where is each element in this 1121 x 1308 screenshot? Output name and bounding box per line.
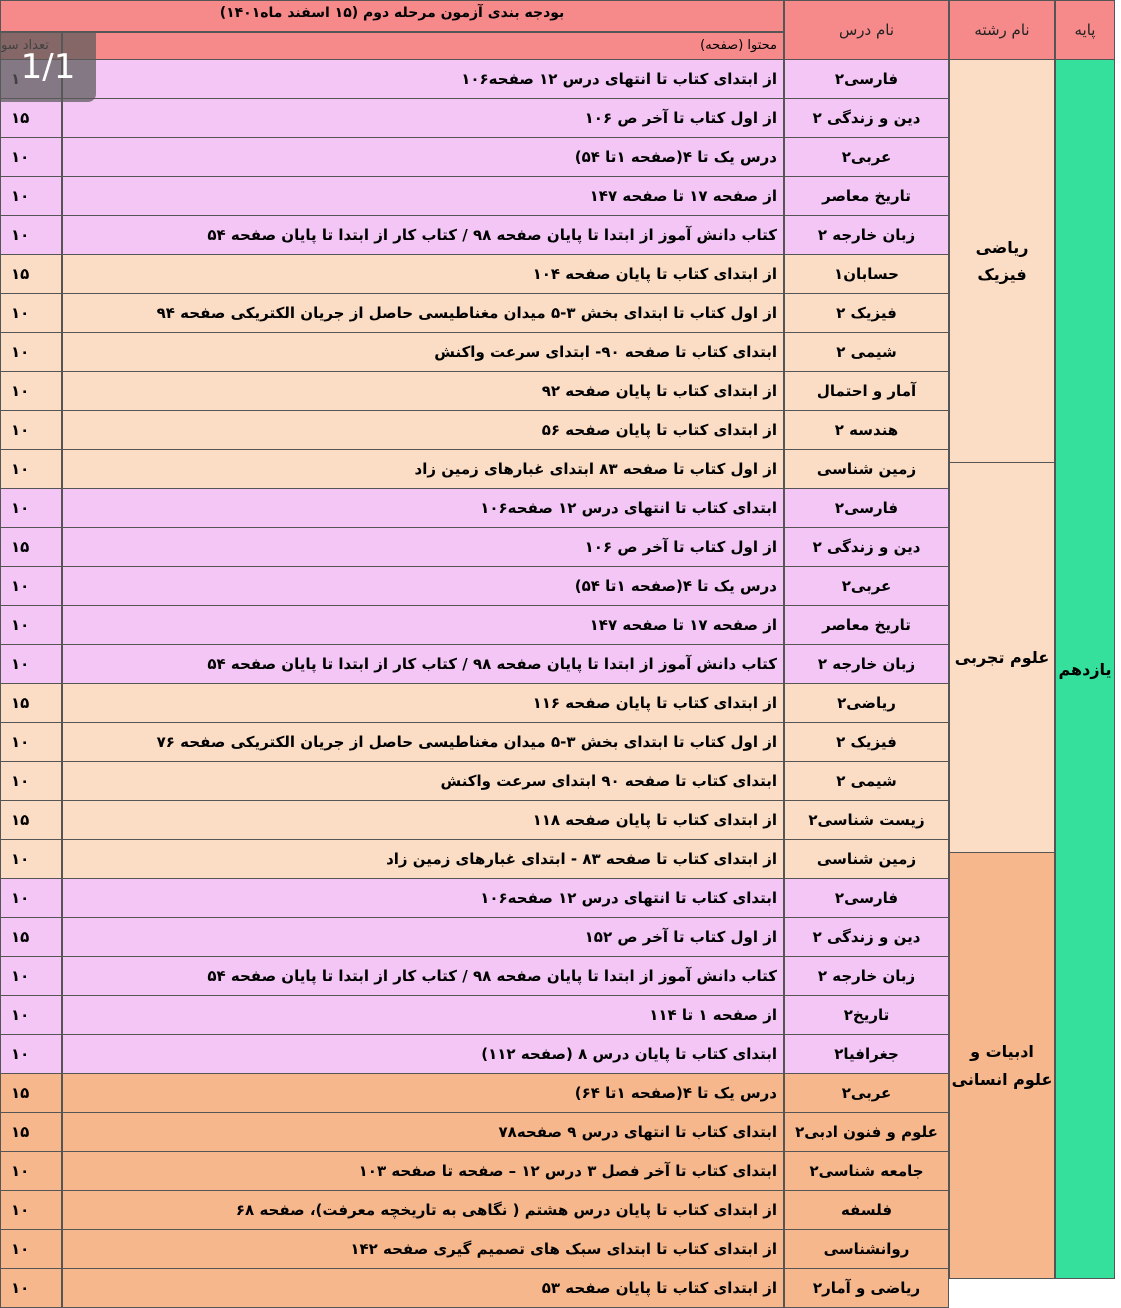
- table-row: [0, 216, 949, 255]
- grade-column-header: پایه: [1055, 0, 1115, 60]
- question-count: ۱۵: [0, 684, 62, 723]
- subject-name: زمین شناسی: [784, 840, 949, 879]
- subject-name: تاریخ معاصر: [784, 606, 949, 645]
- table-row: [0, 177, 949, 216]
- content-range: از اول کتاب تا ابتدای بخش ۳-۵ میدان مغناطیسی حاصل از جریان الکتریکی صفحه ۷۶: [62, 723, 784, 762]
- table-row: [0, 138, 949, 177]
- question-count: ۱۰: [0, 450, 62, 489]
- content-range: درس یک تا ۴(صفحه ۱تا ۶۴): [62, 1074, 784, 1113]
- table-row: [0, 645, 949, 684]
- field-cell-experimental-sciences: [949, 463, 1055, 853]
- question-count: ۱۰: [0, 645, 62, 684]
- subject-name: روانشناسی: [784, 1230, 949, 1269]
- question-count: ۱۰: [0, 1269, 62, 1308]
- content-range: از ابتدای کتاب تا انتهای درس ۱۲ صفحه۱۰۶: [62, 60, 784, 99]
- subject-name: زبان خارجه ۲: [784, 645, 949, 684]
- question-count: ۱۰: [0, 294, 62, 333]
- subject-name: دین و زندگی ۲: [784, 99, 949, 138]
- content-range: از اول کتاب تا آخر ص ۱۰۶: [62, 99, 784, 138]
- question-count: ۱۰: [0, 996, 62, 1035]
- subject-name: تاریخ۲: [784, 996, 949, 1035]
- question-count: ۱۰: [0, 333, 62, 372]
- question-count: ۱۵: [0, 801, 62, 840]
- content-range: از ابتدای کتاب تا پایان صفحه ۱۱۸: [62, 801, 784, 840]
- question-count: ۱۰: [0, 606, 62, 645]
- content-range: از ابتدای کتاب تا پایان صفحه ۹۲: [62, 372, 784, 411]
- content-range: از ابتدای کتاب تا پایان صفحه ۵۳: [62, 1269, 784, 1308]
- subject-name: شیمی ۲: [784, 762, 949, 801]
- subject-name: فارسی۲: [784, 60, 949, 99]
- table-row: [0, 918, 949, 957]
- table-row: [0, 1152, 949, 1191]
- question-count: ۱۵: [0, 99, 62, 138]
- content-range: از صفحه ۱۷ تا صفحه ۱۴۷: [62, 606, 784, 645]
- content-range: از صفحه ۱۷ تا صفحه ۱۴۷: [62, 177, 784, 216]
- subject-name: عربی۲: [784, 567, 949, 606]
- question-count: ۱۰: [0, 411, 62, 450]
- subject-name: دین و زندگی ۲: [784, 528, 949, 567]
- table-row: [0, 1074, 949, 1113]
- table-row: [0, 60, 949, 99]
- subject-name: ریاضی۲: [784, 684, 949, 723]
- content-range: از اول کتاب تا آخر ص ۱۰۶: [62, 528, 784, 567]
- subject-name: زبان خارجه ۲: [784, 957, 949, 996]
- field-cell-humanities: [949, 853, 1055, 1279]
- question-count: ۱۰: [0, 840, 62, 879]
- subject-name: حسابان۱: [784, 255, 949, 294]
- content-range: ابتدای کتاب تا انتهای درس ۹ صفحه۷۸: [62, 1113, 784, 1152]
- question-count: ۱۰: [0, 723, 62, 762]
- subject-name: ریاضی و آمار۲: [784, 1269, 949, 1308]
- right-margin: [1115, 0, 1121, 1279]
- table-row: [0, 1035, 949, 1074]
- table-row: [0, 528, 949, 567]
- table-row: [0, 840, 949, 879]
- content-range: از صفحه ۱ تا ۱۱۴: [62, 996, 784, 1035]
- question-count: ۱۵: [0, 1074, 62, 1113]
- question-count: ۱۰: [0, 138, 62, 177]
- question-count: ۱۰: [0, 177, 62, 216]
- table-row: [0, 99, 949, 138]
- subject-name: زیست شناسی۲: [784, 801, 949, 840]
- subject-name: هندسه ۲: [784, 411, 949, 450]
- subject-name: جغرافیا۲: [784, 1035, 949, 1074]
- table-title: بودجه بندی آزمون مرحله دوم (۱۵ اسفند ماه۱۴۰۱): [0, 0, 784, 32]
- content-range: ابتدای کتاب تا صفحه ۹۰- ابتدای سرعت واکنش: [62, 333, 784, 372]
- subject-name: زبان خارجه ۲: [784, 216, 949, 255]
- field-cell-math-physics: [949, 60, 1055, 463]
- question-count: ۱۰: [0, 372, 62, 411]
- content-range: از ابتدای کتاب تا پایان درس هشتم ( نگاهی به تاریخچه معرفت)، صفحه ۶۸: [62, 1191, 784, 1230]
- table-row: [0, 489, 949, 528]
- subject-column-header: نام درس: [784, 0, 949, 60]
- subject-name: تاریخ معاصر: [784, 177, 949, 216]
- question-count: ۱۰: [0, 1230, 62, 1269]
- content-column-header: محتوا (صفحه): [62, 32, 784, 60]
- table-row: [0, 1113, 949, 1152]
- table-row: [0, 1191, 949, 1230]
- table-row: [0, 372, 949, 411]
- field-label: ادبیات و علوم انسانی: [951, 1042, 1053, 1089]
- table-row: [0, 333, 949, 372]
- subject-name: زمین شناسی: [784, 450, 949, 489]
- table-row: [0, 606, 949, 645]
- table-row: [0, 1269, 949, 1308]
- table-row: [0, 294, 949, 333]
- question-count: ۱۰: [0, 762, 62, 801]
- content-range: کتاب دانش آموز از ابتدا تا پایان صفحه ۹۸ / کتاب کار از ابتدا تا پایان صفحه ۵۴: [62, 216, 784, 255]
- table-row: [0, 762, 949, 801]
- question-count: ۱۰: [0, 216, 62, 255]
- question-count: ۱۵: [0, 255, 62, 294]
- content-range: کتاب دانش آموز از ابتدا تا پایان صفحه ۹۸ / کتاب کار از ابتدا تا پایان صفحه ۵۴: [62, 957, 784, 996]
- question-count: ۱۰: [0, 879, 62, 918]
- question-count: ۱۵: [0, 918, 62, 957]
- table-row: [0, 996, 949, 1035]
- question-count: ۱۰: [0, 567, 62, 606]
- question-count: ۱۰: [0, 957, 62, 996]
- content-range: از ابتدای کتاب تا ابتدای سبک های تصمیم گیری صفحه ۱۴۲: [62, 1230, 784, 1269]
- content-range: کتاب دانش آموز از ابتدا تا پایان صفحه ۹۸ / کتاب کار از ابتدا تا پایان صفحه ۵۴: [62, 645, 784, 684]
- content-range: ابتدای کتاب تا انتهای درس ۱۲ صفحه۱۰۶: [62, 489, 784, 528]
- question-count: ۱۵: [0, 528, 62, 567]
- content-range: درس یک تا ۴(صفحه ۱تا ۵۴): [62, 567, 784, 606]
- subject-name: فیزیک ۲: [784, 723, 949, 762]
- question-count: ۱۰: [0, 1035, 62, 1074]
- content-range: ابتدای کتاب تا پایان درس ۸ (صفحه ۱۱۲): [62, 1035, 784, 1074]
- subject-name: عربی۲: [784, 138, 949, 177]
- subject-name: عربی۲: [784, 1074, 949, 1113]
- subject-name: دین و زندگی ۲: [784, 918, 949, 957]
- question-count: ۱۰: [0, 1152, 62, 1191]
- content-range: از اول کتاب تا صفحه ۸۳ ابتدای غبارهای زمین زاد: [62, 450, 784, 489]
- field-label: علوم تجربی: [954, 647, 1050, 667]
- table-row: [0, 450, 949, 489]
- content-range: از ابتدای کتاب تا پایان صفحه ۱۱۶: [62, 684, 784, 723]
- grade-cell: یازدهم: [1055, 60, 1115, 1279]
- table-row: [0, 411, 949, 450]
- subject-name: فلسفه: [784, 1191, 949, 1230]
- content-range: از اول کتاب تا ابتدای بخش ۳-۵ میدان مغناطیسی حاصل از جریان الکتریکی صفحه ۹۴: [62, 294, 784, 333]
- content-range: ابتدای کتاب تا انتهای درس ۱۲ صفحه۱۰۶: [62, 879, 784, 918]
- subject-name: جامعه شناسی۲: [784, 1152, 949, 1191]
- content-range: ابتدای کتاب تا آخر فصل ۳ درس ۱۲ – صفحه تا صفحه ۱۰۳: [62, 1152, 784, 1191]
- content-range: ابتدای کتاب تا صفحه ۹۰ ابتدای سرعت واکنش: [62, 762, 784, 801]
- content-range: از اول کتاب تا آخر ص ۱۵۲: [62, 918, 784, 957]
- question-count: ۱۵: [0, 1113, 62, 1152]
- table-row: [0, 879, 949, 918]
- field-column-header: نام رشته: [949, 0, 1055, 60]
- content-range: درس یک تا ۴(صفحه ۱تا ۵۴): [62, 138, 784, 177]
- table-row: [0, 723, 949, 762]
- field-label: ریاضی فیزیک: [975, 237, 1029, 284]
- table-row: [0, 1230, 949, 1269]
- question-count: ۱۰: [0, 1191, 62, 1230]
- subject-name: آمار و احتمال: [784, 372, 949, 411]
- subject-name: فیزیک ۲: [784, 294, 949, 333]
- table-row: [0, 801, 949, 840]
- content-range: از ابتدای کتاب تا پایان صفحه ۵۶: [62, 411, 784, 450]
- subject-name: علوم و فنون ادبی۲: [784, 1113, 949, 1152]
- page-indicator-badge[interactable]: 1/1: [0, 32, 96, 102]
- table-row: [0, 567, 949, 606]
- table-row: [0, 684, 949, 723]
- subject-name: فارسی۲: [784, 879, 949, 918]
- table-row: [0, 255, 949, 294]
- content-range: از ابتدای کتاب تا پایان صفحه ۱۰۴: [62, 255, 784, 294]
- subject-name: فارسی۲: [784, 489, 949, 528]
- question-count: ۱۰: [0, 489, 62, 528]
- table-row: [0, 957, 949, 996]
- content-range: از ابتدای کتاب تا صفحه ۸۳ - ابتدای غبارهای زمین زاد: [62, 840, 784, 879]
- subject-name: شیمی ۲: [784, 333, 949, 372]
